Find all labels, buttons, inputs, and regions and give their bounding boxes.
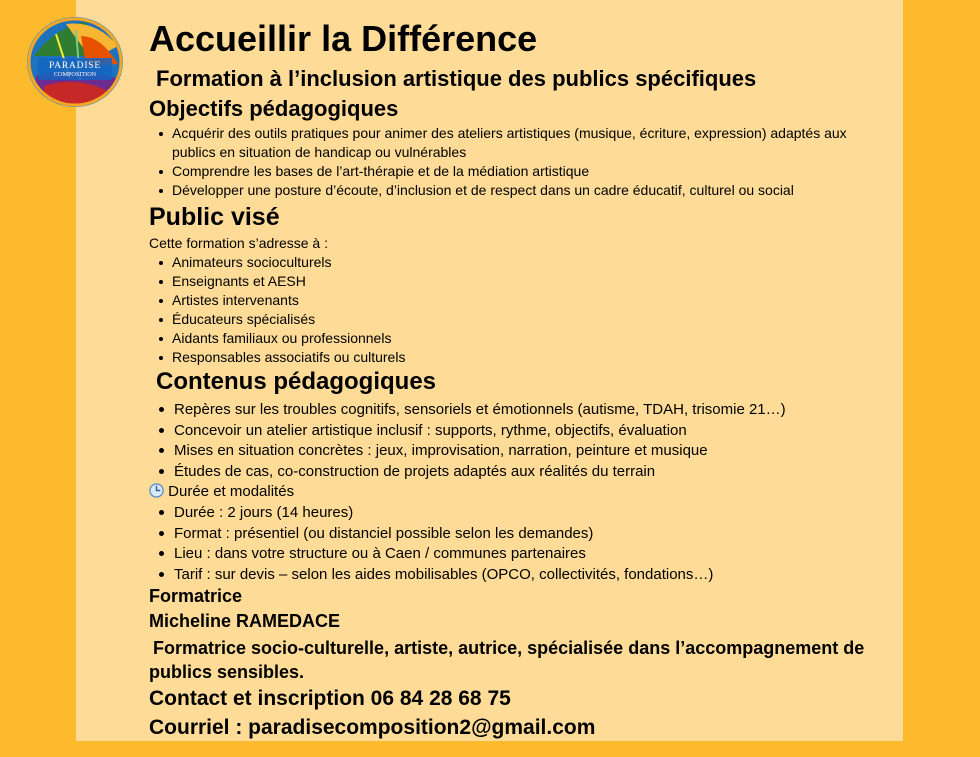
list-item: Développer une posture d’écoute, d’inclusion et de respect dans un cadre éducatif, culturel ou social: [149, 181, 849, 200]
list-item: Durée : 2 jours (14 heures): [149, 503, 869, 524]
objectives-heading: Objectifs pédagogiques: [149, 96, 399, 121]
list-item: Aidants familiaux ou professionnels: [149, 329, 849, 348]
list-item: Comprendre les bases de l’art-thérapie et de la médiation artistique: [149, 162, 849, 181]
logo-name: PARADISE: [49, 61, 101, 71]
duration-heading-row: [149, 483, 294, 501]
list-item: Format : présentiel (ou distanciel possible selon les demandes): [149, 524, 869, 545]
objectives-list: [149, 124, 849, 200]
list-item: Mises en situation concrètes : jeux, improvisation, narration, peinture et musique: [149, 441, 869, 462]
duration-heading: Durée et modalités: [168, 483, 295, 500]
content-heading: Contenus pédagogiques: [156, 368, 437, 395]
list-item: Éducateurs spécialisés: [149, 310, 849, 329]
contact-phone: Contact et inscription 06 84 28 68 75: [149, 687, 511, 710]
audience-intro: Cette formation s’adresse à :: [149, 235, 328, 251]
paradise-composition-logo: [26, 16, 124, 108]
list-item: Acquérir des outils pratiques pour animer des ateliers artistiques (musique, écriture, expression) adaptés aux publics en situation de handicap ou vulnérables: [149, 124, 849, 162]
trainer-description: Formatrice socio-culturelle, artiste, autrice, spécialisée dans l’accompagnement de publics sensibles.: [149, 638, 865, 682]
list-item: Responsables associatifs ou culturels: [149, 348, 849, 367]
list-item: Concevoir un atelier artistique inclusif : supports, rythme, objectifs, évaluation: [149, 421, 869, 442]
contact-email: Courriel : paradisecomposition2@gmail.com: [149, 716, 596, 739]
audience-list: [149, 253, 849, 367]
list-item: Artistes intervenants: [149, 291, 849, 310]
trainer-heading: Formatrice: [149, 586, 243, 606]
list-item: Tarif : sur devis – selon les aides mobilisables (OPCO, collectivités, fondations…): [149, 565, 869, 586]
clock-icon: [149, 483, 164, 498]
list-item: Repères sur les troubles cognitifs, sensoriels et émotionnels (autisme, TDAH, trisomie 21…): [149, 400, 869, 421]
list-item: Lieu : dans votre structure ou à Caen / communes partenaires: [149, 544, 869, 565]
logo-subname: COMPOSITION: [53, 71, 97, 78]
duration-list: [149, 503, 869, 585]
list-item: Enseignants et AESH: [149, 272, 849, 291]
audience-heading: Public visé: [149, 203, 280, 231]
page-subtitle: Formation à l’inclusion artistique des publics spécifiques: [156, 66, 757, 91]
trainer-name: Micheline RAMEDACE: [149, 611, 341, 631]
page-title: Accueillir la Différence: [149, 18, 538, 59]
list-item: Animateurs socioculturels: [149, 253, 849, 272]
list-item: Études de cas, co-construction de projets adaptés aux réalités du terrain: [149, 462, 869, 483]
content-list: [149, 400, 869, 482]
